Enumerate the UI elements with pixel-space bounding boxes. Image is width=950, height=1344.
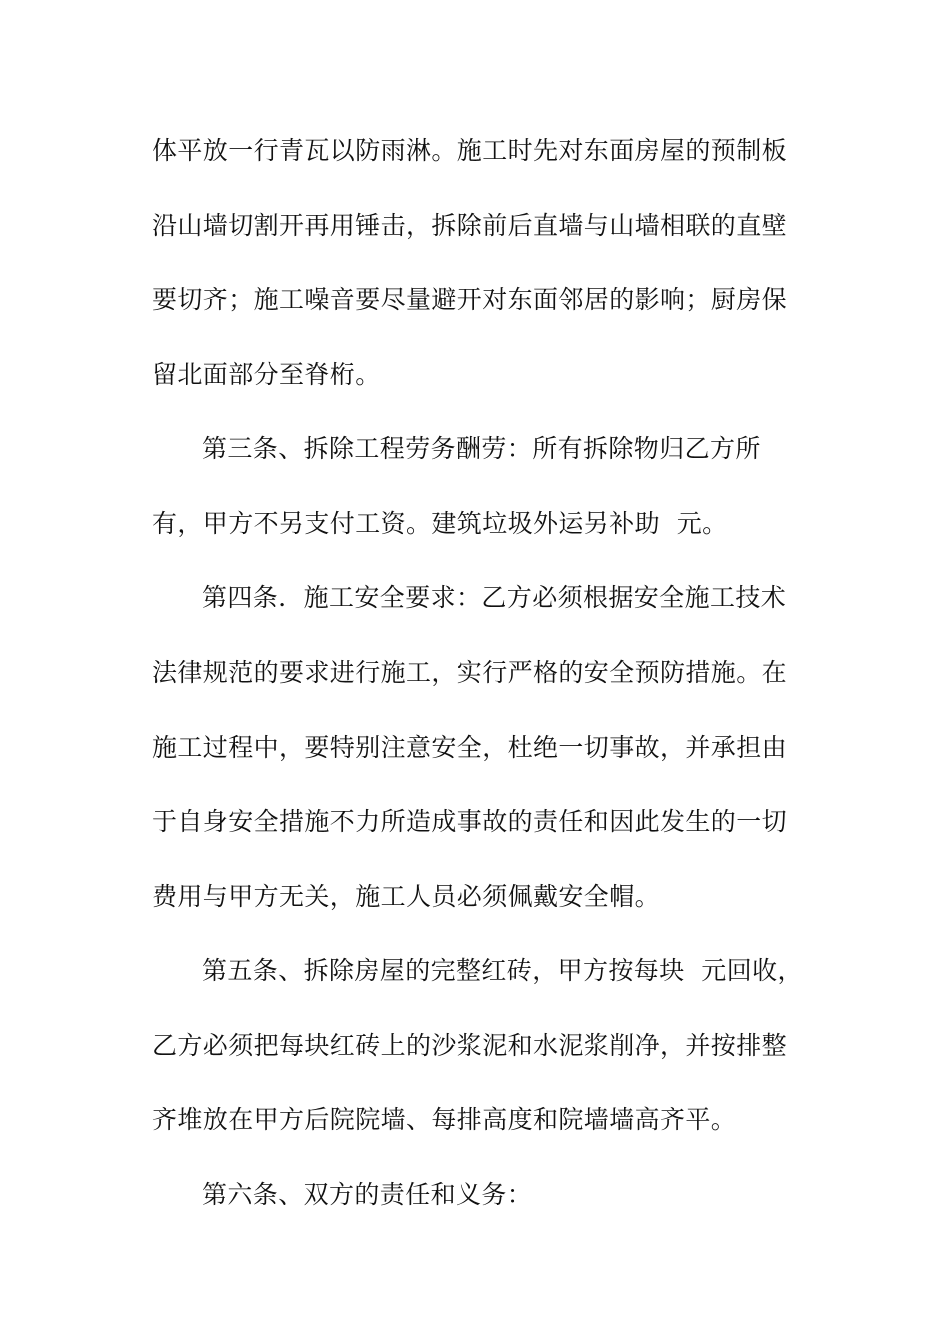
article-5-heading-line: 第五条、拆除房屋的完整红砖，甲方按每块 元回收， (202, 956, 803, 985)
body-line: 乙方必须把每块红砖上的沙浆泥和水泥浆削净，并按排整 (152, 1031, 788, 1060)
body-line: 沿山墙切割开再用锤击，拆除前后直墙与山墙相联的直壁 (152, 211, 788, 240)
body-line: 施工过程中，要特别注意安全，杜绝一切事故，并承担由 (152, 733, 788, 762)
body-line: 费用与甲方无关，施工人员必须佩戴安全帽。 (152, 882, 661, 911)
body-line: 齐堆放在甲方后院院墙、每排高度和院墙墙高齐平。 (152, 1105, 737, 1134)
body-line: 要切齐；施工噪音要尽量避开对东面邻居的影响；厨房保 (152, 285, 788, 314)
body-line: 于自身安全措施不力所造成事故的责任和因此发生的一切 (152, 807, 788, 836)
article-6-heading-line: 第六条、双方的责任和义务： (202, 1180, 533, 1209)
body-line: 留北面部分至脊桁。 (152, 360, 381, 389)
body-line: 有，甲方不另支付工资。建筑垃圾外运另补助 元。 (152, 509, 728, 538)
body-line: 法律规范的要求进行施工，实行严格的安全预防措施。在 (152, 658, 788, 687)
article-3-heading-line: 第三条、拆除工程劳务酬劳：所有拆除物归乙方所 (202, 434, 761, 463)
body-line: 体平放一行青瓦以防雨淋。施工时先对东面房屋的预制板 (152, 136, 788, 165)
article-4-heading-line: 第四条．施工安全要求：乙方必须根据安全施工技术 (202, 583, 787, 612)
